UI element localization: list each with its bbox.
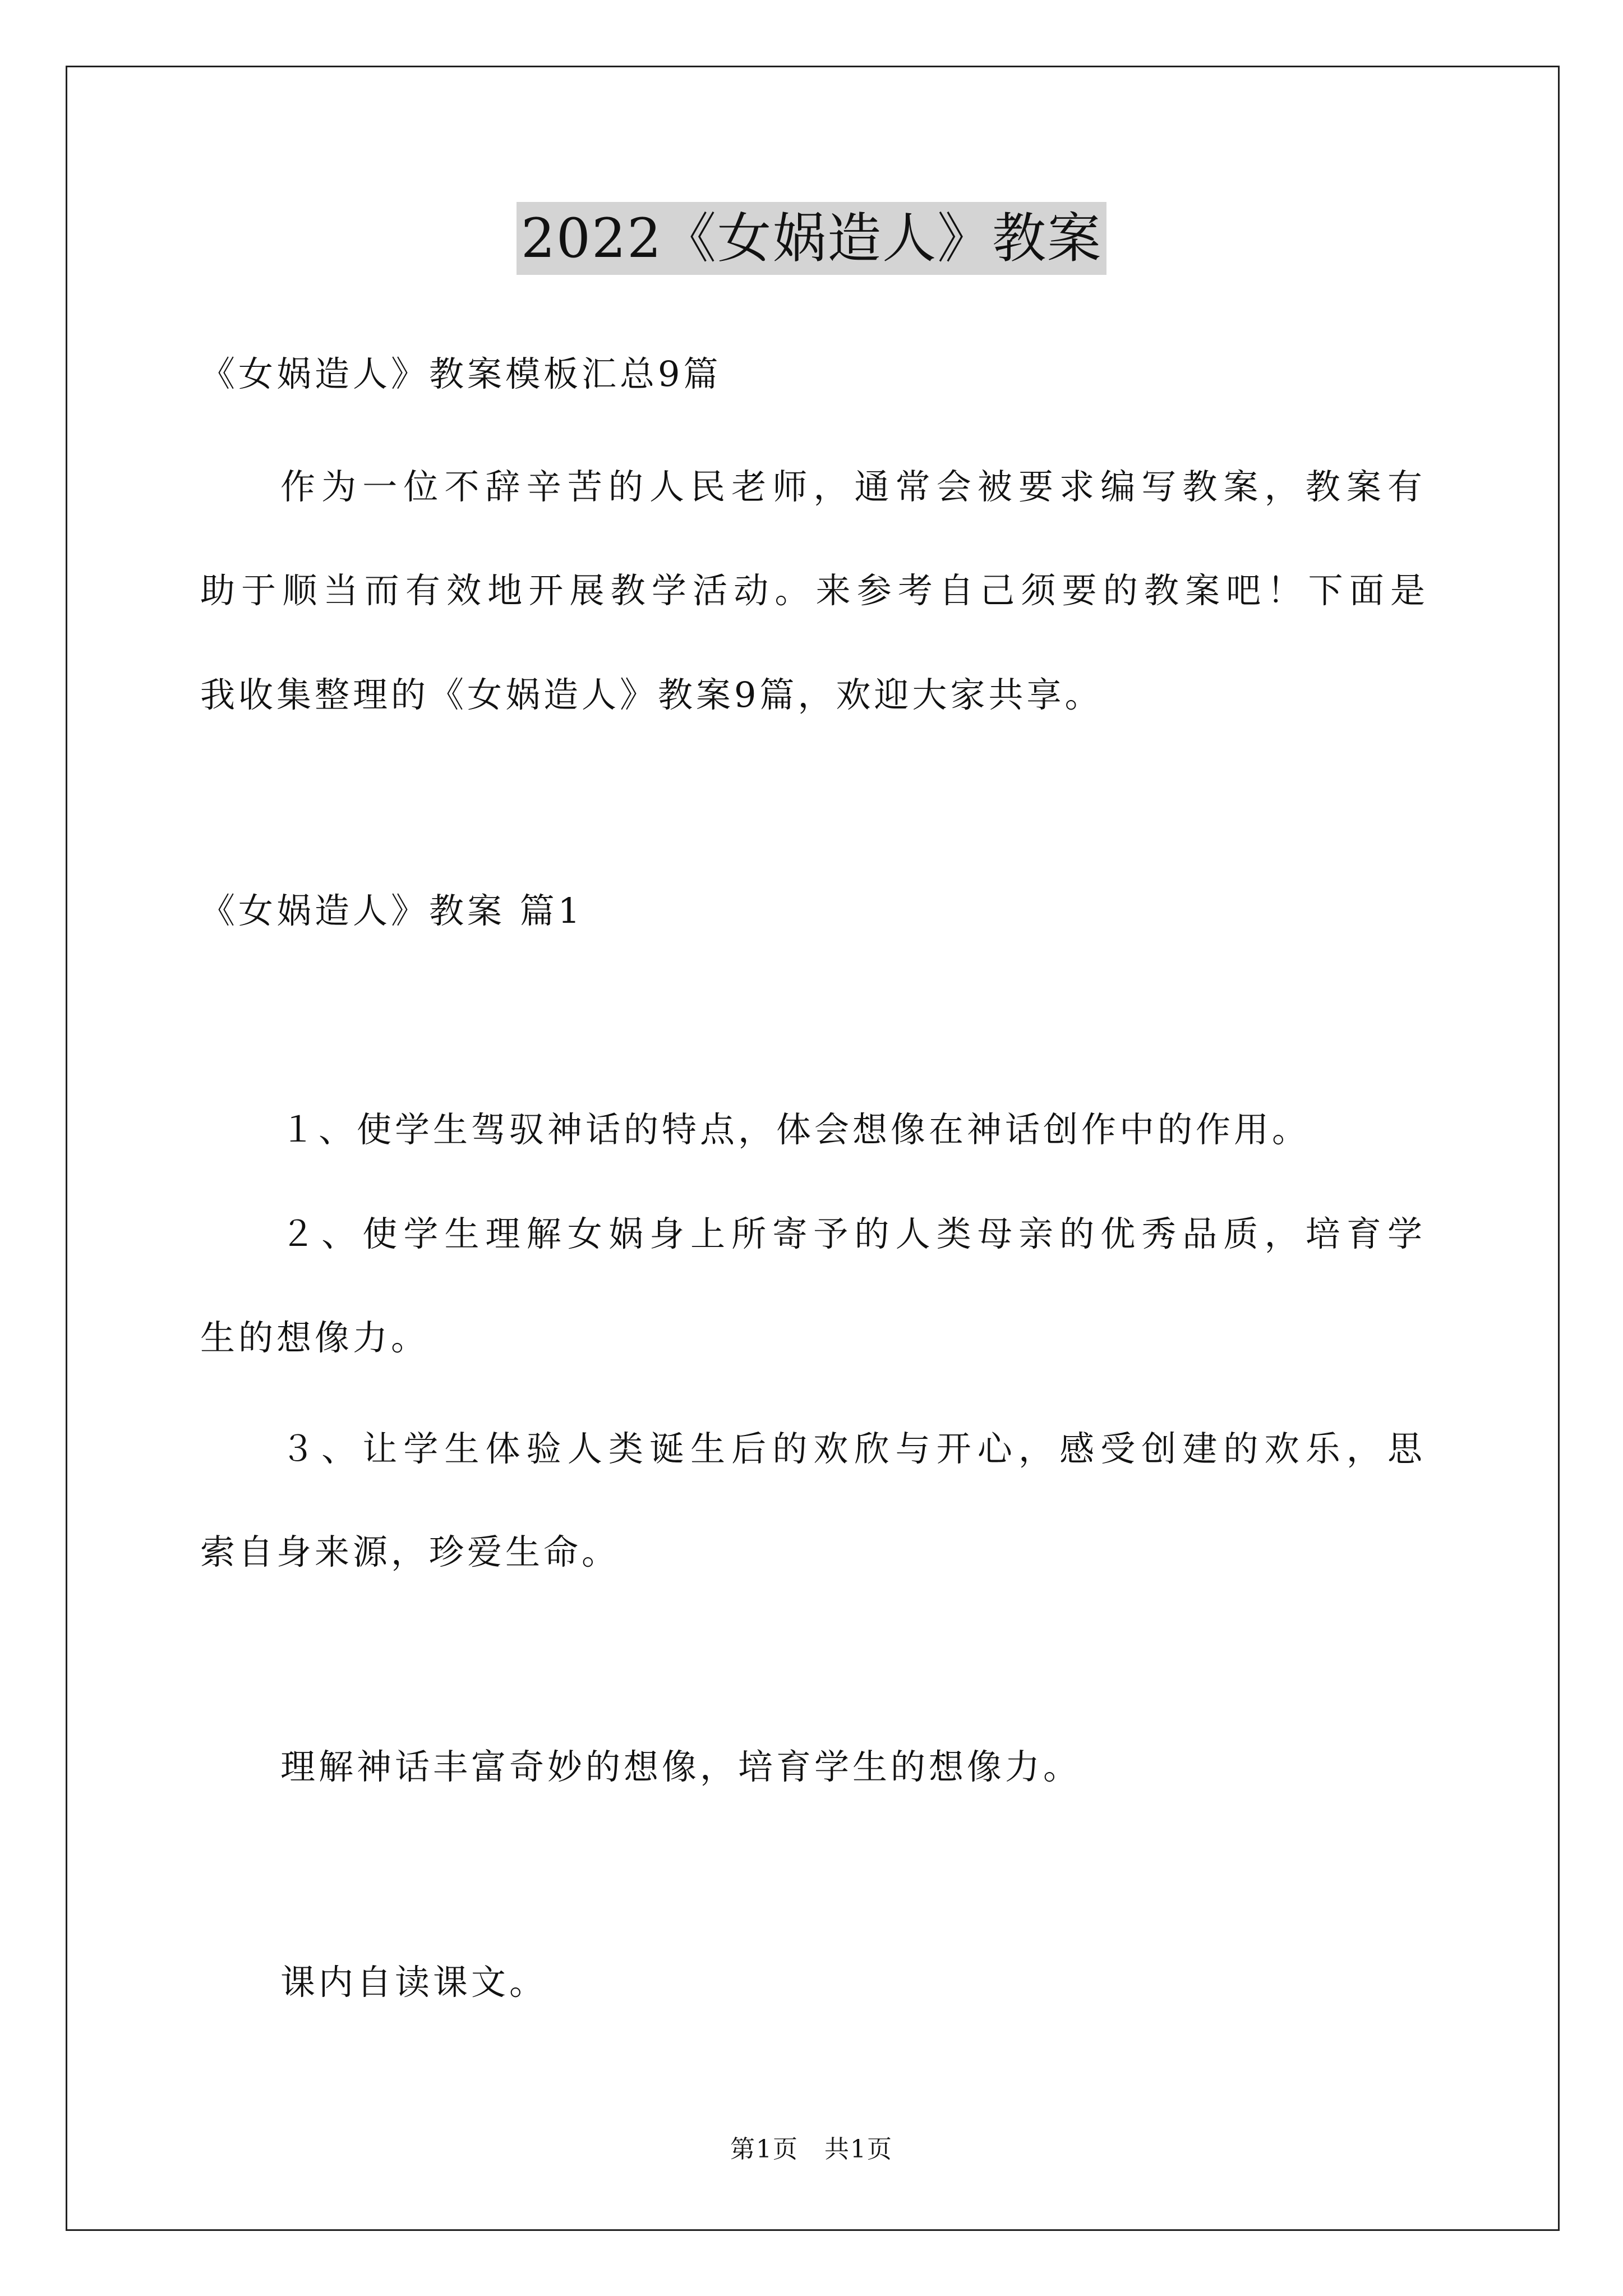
page-footer: 第1页 共1页 [730, 2135, 893, 2164]
goal-line-2: ２、使学生理解女娲身上所寄予的人类母亲的优秀品质，培育学 [280, 1213, 1422, 1254]
section-heading: 《女娲造人》教案 篇1 [200, 890, 584, 931]
goal-line-1: １、使学生驾驭神话的特点，体会想像在神话创作中的作用。 [280, 1109, 1311, 1150]
intro-line-2: 助于顺当而有效地开展教学活动。来参考自己须要的教案吧！下面是 [200, 570, 1425, 611]
goal-line-4: ３、让学生体验人类诞生后的欢欣与开心，感受创建的欢乐，思 [280, 1428, 1422, 1469]
intro-line-3: 我收集整理的《女娲造人》教案9篇，欢迎大家共享。 [200, 674, 1103, 715]
title-container [0, 202, 1623, 275]
goal-line-3: 生的想像力。 [200, 1317, 430, 1358]
document-subtitle: 《女娲造人》教案模板汇总9篇 [200, 353, 722, 394]
key-point: 理解神话丰富奇妙的想像，培育学生的想像力。 [280, 1746, 1082, 1787]
goal-line-5: 索自身来源，珍爱生命。 [200, 1531, 620, 1572]
teaching-method: 课内自读课文。 [280, 1962, 548, 2003]
intro-line-1: 作为一位不辞辛苦的人民老师，通常会被要求编写教案，教案有 [280, 466, 1422, 507]
document-title: 2022《女娲造人》教案 [517, 202, 1106, 275]
